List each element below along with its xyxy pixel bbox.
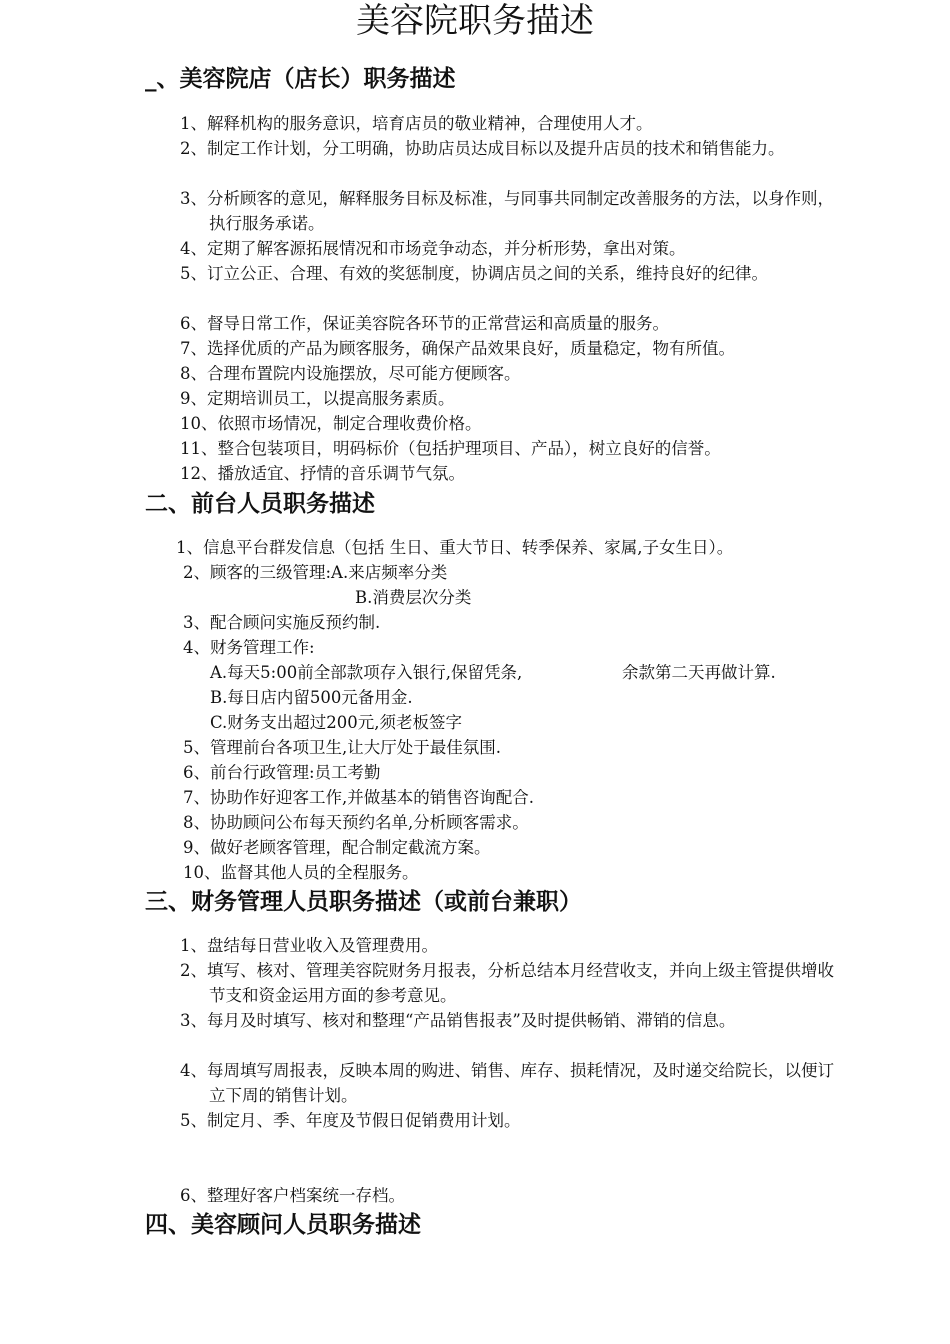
list-item: 2、制定工作计划，分工明确，协助店员达成目标以及提升店员的技术和销售能力。 — [180, 139, 785, 158]
section-heading-front-desk: 二、前台人员职务描述 — [145, 491, 375, 517]
list-item: 6、整理好客户档案统一存档。 — [180, 1186, 405, 1205]
list-item: 12、播放适宜、抒情的音乐调节气氛。 — [180, 464, 465, 483]
list-item: 5、管理前台各项卫生,让大厅处于最佳氛围. — [183, 738, 501, 757]
list-item: 1、信息平台群发信息（包括 生日、重大节日、转季保养、家属,子女生日）。 — [176, 538, 734, 557]
list-item: 9、定期培训员工，以提高服务素质。 — [180, 389, 455, 408]
list-item: 8、合理布置院内设施摆放，尽可能方便顾客。 — [180, 364, 521, 383]
list-item: 5、制定月、季、年度及节假日促销费用计划。 — [180, 1111, 521, 1130]
list-item: 5、订立公正、合理、有效的奖惩制度，协调店员之间的关系，维持良好的纪律。 — [180, 264, 768, 283]
list-item: 11、整合包装项目，明码标价（包括护理项目、产品），树立良好的信誉。 — [180, 439, 721, 458]
list-item: A.每天5:00前全部款项存入银行,保留凭条, — [210, 663, 523, 682]
list-item: 6、前台行政管理:员工考勤 — [183, 763, 381, 782]
list-item: 2、填写、核对、管理美容院财务月报表，分析总结本月经营收支，并向上级主管提供增收节支和资金运用方面的参考意见。 — [180, 961, 834, 1005]
list-item: 4、每周填写周报表，反映本周的购进、销售、库存、损耗情况，及时递交给院长，以便订立下周的销售计划。 — [180, 1061, 834, 1105]
list-item: 9、做好老顾客管理，配合制定截流方案。 — [183, 838, 491, 857]
page-title: 美容院职务描述 — [356, 1, 594, 41]
section-heading-consultant: 四、美容顾问人员职务描述 — [145, 1212, 421, 1238]
list-item: 10、监督其他人员的全程服务。 — [183, 863, 419, 882]
list-item: 2、顾客的三级管理:A.来店频率分类 — [183, 563, 448, 582]
list-item: 余款第二天再做计算. — [622, 663, 776, 682]
list-item: B.消费层次分类 — [355, 588, 472, 607]
list-item: 4、财务管理工作: — [183, 638, 315, 657]
list-item: 3、配合顾问实施反预约制. — [183, 613, 381, 632]
list-item: 4、定期了解客源拓展情况和市场竞争动态，并分析形势，拿出对策。 — [180, 239, 686, 258]
section-heading-manager: _、美容院店（店长）职务描述 — [145, 66, 456, 92]
list-item: 7、选择优质的产品为顾客服务，确保产品效果良好，质量稳定，物有所值。 — [180, 339, 735, 358]
list-item: 8、协助顾问公布每天预约名单,分析顾客需求。 — [183, 813, 529, 832]
list-item: C.财务支出超过200元,须老板签字 — [210, 713, 463, 732]
list-item: 3、每月及时填写、核对和整理“产品销售报表”及时提供畅销、滞销的信息。 — [180, 1011, 736, 1030]
list-item: 1、解释机构的服务意识，培育店员的敬业精神，合理使用人才。 — [180, 114, 653, 133]
list-item: 3、分析顾客的意见，解释服务目标及标准，与同事共同制定改善服务的方法，以身作则，执行服务承诺。 — [180, 189, 834, 233]
list-item: B.每日店内留500元备用金. — [210, 688, 413, 707]
list-item: 10、依照市场情况，制定合理收费价格。 — [180, 414, 482, 433]
list-item: 1、盘结每日营业收入及管理费用。 — [180, 936, 438, 955]
section-heading-finance: 三、财务管理人员职务描述（或前台兼职） — [145, 889, 582, 915]
list-item: 7、协助作好迎客工作,并做基本的销售咨询配合. — [183, 788, 534, 807]
list-item: 6、督导日常工作，保证美容院各环节的正常营运和高质量的服务。 — [180, 314, 669, 333]
